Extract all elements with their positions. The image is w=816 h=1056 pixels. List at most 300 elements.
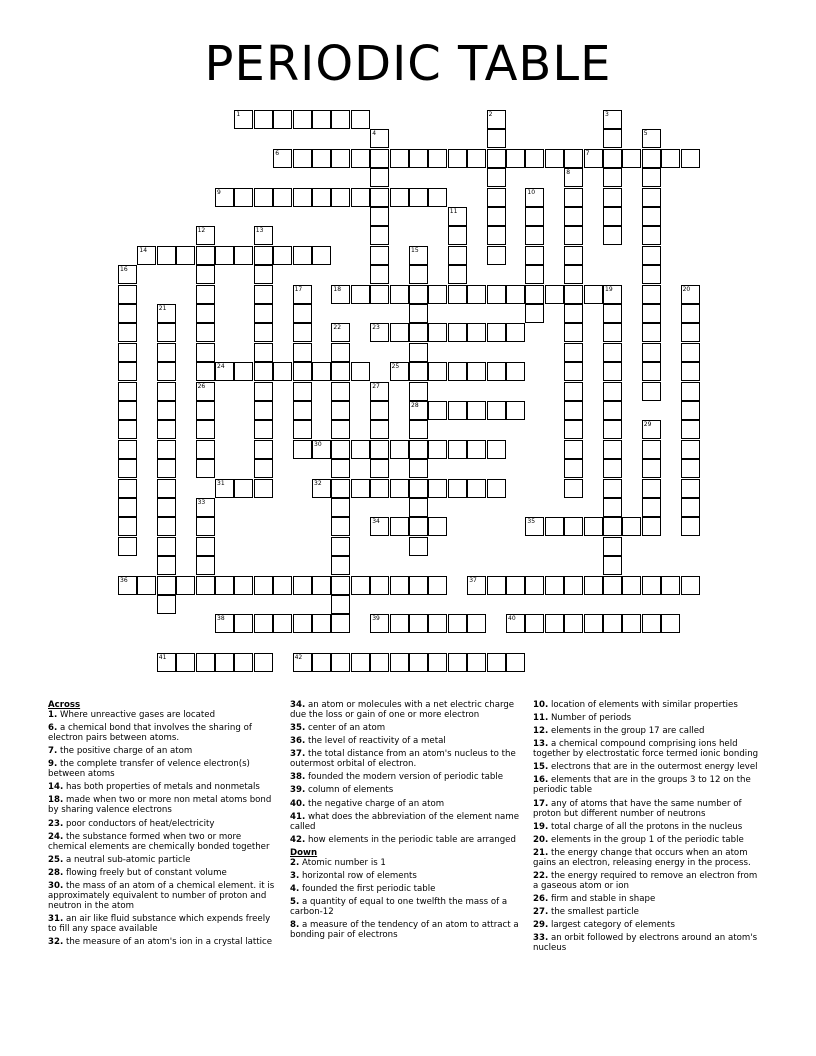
grid-cell[interactable]: [157, 304, 176, 323]
grid-cell[interactable]: [467, 653, 486, 672]
grid-cell[interactable]: [409, 149, 428, 168]
grid-cell[interactable]: [331, 420, 350, 439]
grid-cell[interactable]: [603, 537, 622, 556]
grid-cell[interactable]: [273, 149, 292, 168]
grid-cell[interactable]: [448, 401, 467, 420]
grid-cell[interactable]: [603, 343, 622, 362]
grid-cell[interactable]: [293, 420, 312, 439]
grid-cell[interactable]: [137, 576, 156, 595]
grid-cell[interactable]: [293, 382, 312, 401]
grid-cell[interactable]: [234, 110, 253, 129]
grid-cell[interactable]: [351, 285, 370, 304]
grid-cell[interactable]: [370, 479, 389, 498]
grid-cell[interactable]: [176, 653, 195, 672]
grid-cell[interactable]: [525, 614, 544, 633]
grid-cell[interactable]: [545, 517, 564, 536]
grid-cell[interactable]: [370, 246, 389, 265]
grid-cell[interactable]: [564, 362, 583, 381]
grid-cell[interactable]: [370, 265, 389, 284]
grid-cell[interactable]: [506, 653, 525, 672]
grid-cell[interactable]: [254, 653, 273, 672]
grid-cell[interactable]: [661, 149, 680, 168]
grid-cell[interactable]: [196, 343, 215, 362]
grid-cell[interactable]: [157, 479, 176, 498]
grid-cell[interactable]: [157, 343, 176, 362]
grid-cell[interactable]: [487, 226, 506, 245]
grid-cell[interactable]: [487, 129, 506, 148]
grid-cell[interactable]: [642, 459, 661, 478]
grid-cell[interactable]: [428, 479, 447, 498]
grid-cell[interactable]: [506, 614, 525, 633]
grid-cell[interactable]: [215, 576, 234, 595]
grid-cell[interactable]: [390, 440, 409, 459]
grid-cell[interactable]: [642, 479, 661, 498]
grid-cell[interactable]: [331, 188, 350, 207]
grid-cell[interactable]: [331, 459, 350, 478]
grid-cell[interactable]: [409, 343, 428, 362]
grid-cell[interactable]: [157, 420, 176, 439]
grid-cell[interactable]: [428, 323, 447, 342]
grid-cell[interactable]: [681, 149, 700, 168]
grid-cell[interactable]: [118, 401, 137, 420]
grid-cell[interactable]: [273, 188, 292, 207]
grid-cell[interactable]: [564, 149, 583, 168]
grid-cell[interactable]: [331, 110, 350, 129]
grid-cell[interactable]: [681, 498, 700, 517]
grid-cell[interactable]: [506, 149, 525, 168]
grid-cell[interactable]: [157, 653, 176, 672]
grid-cell[interactable]: [215, 653, 234, 672]
grid-cell[interactable]: [196, 362, 215, 381]
grid-cell[interactable]: [603, 498, 622, 517]
grid-cell[interactable]: [293, 653, 312, 672]
grid-cell[interactable]: [681, 382, 700, 401]
grid-cell[interactable]: [428, 285, 447, 304]
grid-cell[interactable]: [118, 304, 137, 323]
grid-cell[interactable]: [525, 285, 544, 304]
grid-cell[interactable]: [312, 149, 331, 168]
grid-cell[interactable]: [564, 168, 583, 187]
grid-cell[interactable]: [293, 246, 312, 265]
grid-cell[interactable]: [390, 149, 409, 168]
grid-cell[interactable]: [254, 110, 273, 129]
grid-cell[interactable]: [428, 614, 447, 633]
grid-cell[interactable]: [196, 420, 215, 439]
grid-cell[interactable]: [681, 576, 700, 595]
grid-cell[interactable]: [564, 226, 583, 245]
grid-cell[interactable]: [525, 246, 544, 265]
grid-cell[interactable]: [525, 207, 544, 226]
grid-cell[interactable]: [118, 420, 137, 439]
grid-cell[interactable]: [409, 614, 428, 633]
grid-cell[interactable]: [215, 362, 234, 381]
grid-cell[interactable]: [370, 207, 389, 226]
grid-cell[interactable]: [681, 343, 700, 362]
grid-cell[interactable]: [118, 459, 137, 478]
grid-cell[interactable]: [506, 401, 525, 420]
grid-cell[interactable]: [312, 614, 331, 633]
grid-cell[interactable]: [681, 420, 700, 439]
grid-cell[interactable]: [331, 595, 350, 614]
grid-cell[interactable]: [525, 576, 544, 595]
grid-cell[interactable]: [409, 498, 428, 517]
grid-cell[interactable]: [293, 323, 312, 342]
grid-cell[interactable]: [351, 479, 370, 498]
grid-cell[interactable]: [312, 188, 331, 207]
grid-cell[interactable]: [254, 304, 273, 323]
grid-cell[interactable]: [409, 265, 428, 284]
grid-cell[interactable]: [157, 246, 176, 265]
grid-cell[interactable]: [428, 517, 447, 536]
grid-cell[interactable]: [564, 440, 583, 459]
grid-cell[interactable]: [254, 459, 273, 478]
grid-cell[interactable]: [196, 304, 215, 323]
grid-cell[interactable]: [603, 382, 622, 401]
grid-cell[interactable]: [157, 556, 176, 575]
grid-cell[interactable]: [390, 323, 409, 342]
grid-cell[interactable]: [370, 459, 389, 478]
grid-cell[interactable]: [642, 362, 661, 381]
grid-cell[interactable]: [584, 285, 603, 304]
grid-cell[interactable]: [642, 129, 661, 148]
grid-cell[interactable]: [506, 362, 525, 381]
grid-cell[interactable]: [390, 653, 409, 672]
grid-cell[interactable]: [312, 110, 331, 129]
grid-cell[interactable]: [681, 440, 700, 459]
grid-cell[interactable]: [293, 343, 312, 362]
grid-cell[interactable]: [312, 440, 331, 459]
grid-cell[interactable]: [525, 304, 544, 323]
grid-cell[interactable]: [409, 517, 428, 536]
grid-cell[interactable]: [564, 576, 583, 595]
grid-cell[interactable]: [467, 149, 486, 168]
grid-cell[interactable]: [564, 265, 583, 284]
grid-cell[interactable]: [118, 285, 137, 304]
grid-cell[interactable]: [312, 576, 331, 595]
grid-cell[interactable]: [603, 207, 622, 226]
grid-cell[interactable]: [370, 285, 389, 304]
grid-cell[interactable]: [351, 576, 370, 595]
grid-cell[interactable]: [603, 459, 622, 478]
grid-cell[interactable]: [506, 285, 525, 304]
grid-cell[interactable]: [467, 285, 486, 304]
grid-cell[interactable]: [545, 614, 564, 633]
grid-cell[interactable]: [254, 323, 273, 342]
grid-cell[interactable]: [157, 517, 176, 536]
grid-cell[interactable]: [467, 479, 486, 498]
grid-cell[interactable]: [254, 420, 273, 439]
grid-cell[interactable]: [681, 459, 700, 478]
grid-cell[interactable]: [642, 285, 661, 304]
grid-cell[interactable]: [681, 517, 700, 536]
grid-cell[interactable]: [370, 576, 389, 595]
grid-cell[interactable]: [448, 323, 467, 342]
grid-cell[interactable]: [525, 226, 544, 245]
grid-cell[interactable]: [118, 362, 137, 381]
grid-cell[interactable]: [564, 517, 583, 536]
grid-cell[interactable]: [196, 556, 215, 575]
grid-cell[interactable]: [118, 382, 137, 401]
grid-cell[interactable]: [525, 188, 544, 207]
grid-cell[interactable]: [428, 188, 447, 207]
grid-cell[interactable]: [215, 188, 234, 207]
grid-cell[interactable]: [293, 576, 312, 595]
grid-cell[interactable]: [409, 653, 428, 672]
grid-cell[interactable]: [273, 110, 292, 129]
grid-cell[interactable]: [564, 420, 583, 439]
grid-cell[interactable]: [254, 576, 273, 595]
grid-cell[interactable]: [545, 149, 564, 168]
grid-cell[interactable]: [254, 188, 273, 207]
grid-cell[interactable]: [603, 304, 622, 323]
grid-cell[interactable]: [409, 304, 428, 323]
grid-cell[interactable]: [331, 362, 350, 381]
grid-cell[interactable]: [642, 226, 661, 245]
grid-cell[interactable]: [312, 246, 331, 265]
grid-cell[interactable]: [448, 246, 467, 265]
grid-cell[interactable]: [545, 576, 564, 595]
grid-cell[interactable]: [331, 556, 350, 575]
grid-cell[interactable]: [331, 537, 350, 556]
grid-cell[interactable]: [409, 246, 428, 265]
grid-cell[interactable]: [642, 382, 661, 401]
grid-cell[interactable]: [293, 401, 312, 420]
grid-cell[interactable]: [467, 362, 486, 381]
grid-cell[interactable]: [564, 304, 583, 323]
grid-cell[interactable]: [157, 459, 176, 478]
grid-cell[interactable]: [273, 576, 292, 595]
grid-cell[interactable]: [545, 285, 564, 304]
grid-cell[interactable]: [642, 304, 661, 323]
grid-cell[interactable]: [603, 129, 622, 148]
grid-cell[interactable]: [409, 420, 428, 439]
grid-cell[interactable]: [196, 382, 215, 401]
grid-cell[interactable]: [234, 479, 253, 498]
grid-cell[interactable]: [370, 420, 389, 439]
grid-cell[interactable]: [642, 517, 661, 536]
grid-cell[interactable]: [642, 323, 661, 342]
grid-cell[interactable]: [428, 576, 447, 595]
grid-cell[interactable]: [331, 440, 350, 459]
grid-cell[interactable]: [603, 285, 622, 304]
grid-cell[interactable]: [564, 459, 583, 478]
grid-cell[interactable]: [622, 149, 641, 168]
grid-cell[interactable]: [681, 362, 700, 381]
grid-cell[interactable]: [448, 285, 467, 304]
grid-cell[interactable]: [448, 207, 467, 226]
grid-cell[interactable]: [448, 149, 467, 168]
grid-cell[interactable]: [370, 226, 389, 245]
grid-cell[interactable]: [428, 653, 447, 672]
grid-cell[interactable]: [564, 246, 583, 265]
grid-cell[interactable]: [448, 226, 467, 245]
grid-cell[interactable]: [428, 440, 447, 459]
grid-cell[interactable]: [293, 304, 312, 323]
grid-cell[interactable]: [642, 149, 661, 168]
grid-cell[interactable]: [642, 614, 661, 633]
grid-cell[interactable]: [622, 576, 641, 595]
grid-cell[interactable]: [390, 362, 409, 381]
grid-cell[interactable]: [370, 517, 389, 536]
grid-cell[interactable]: [118, 479, 137, 498]
grid-cell[interactable]: [157, 440, 176, 459]
grid-cell[interactable]: [370, 382, 389, 401]
grid-cell[interactable]: [254, 614, 273, 633]
grid-cell[interactable]: [118, 323, 137, 342]
grid-cell[interactable]: [487, 246, 506, 265]
grid-cell[interactable]: [409, 285, 428, 304]
grid-cell[interactable]: [487, 323, 506, 342]
grid-cell[interactable]: [331, 382, 350, 401]
grid-cell[interactable]: [390, 285, 409, 304]
grid-cell[interactable]: [603, 226, 622, 245]
grid-cell[interactable]: [564, 614, 583, 633]
grid-cell[interactable]: [312, 479, 331, 498]
grid-cell[interactable]: [254, 285, 273, 304]
grid-cell[interactable]: [370, 168, 389, 187]
grid-cell[interactable]: [506, 323, 525, 342]
grid-cell[interactable]: [487, 110, 506, 129]
grid-cell[interactable]: [603, 362, 622, 381]
grid-cell[interactable]: [273, 362, 292, 381]
grid-cell[interactable]: [234, 576, 253, 595]
grid-cell[interactable]: [196, 576, 215, 595]
grid-cell[interactable]: [409, 362, 428, 381]
grid-cell[interactable]: [467, 614, 486, 633]
grid-cell[interactable]: [312, 653, 331, 672]
grid-cell[interactable]: [331, 401, 350, 420]
grid-cell[interactable]: [254, 265, 273, 284]
grid-cell[interactable]: [448, 614, 467, 633]
grid-cell[interactable]: [234, 614, 253, 633]
grid-cell[interactable]: [254, 382, 273, 401]
grid-cell[interactable]: [273, 246, 292, 265]
grid-cell[interactable]: [157, 537, 176, 556]
grid-cell[interactable]: [293, 362, 312, 381]
grid-cell[interactable]: [467, 440, 486, 459]
grid-cell[interactable]: [409, 401, 428, 420]
grid-cell[interactable]: [409, 440, 428, 459]
grid-cell[interactable]: [487, 149, 506, 168]
grid-cell[interactable]: [487, 168, 506, 187]
grid-cell[interactable]: [603, 576, 622, 595]
grid-cell[interactable]: [196, 537, 215, 556]
grid-cell[interactable]: [157, 576, 176, 595]
grid-cell[interactable]: [603, 420, 622, 439]
grid-cell[interactable]: [196, 459, 215, 478]
grid-cell[interactable]: [487, 653, 506, 672]
grid-cell[interactable]: [390, 479, 409, 498]
grid-cell[interactable]: [642, 498, 661, 517]
grid-cell[interactable]: [428, 401, 447, 420]
grid-cell[interactable]: [681, 479, 700, 498]
grid-cell[interactable]: [351, 149, 370, 168]
grid-cell[interactable]: [448, 440, 467, 459]
grid-cell[interactable]: [642, 440, 661, 459]
grid-cell[interactable]: [157, 401, 176, 420]
grid-cell[interactable]: [622, 614, 641, 633]
grid-cell[interactable]: [254, 479, 273, 498]
grid-cell[interactable]: [467, 323, 486, 342]
grid-cell[interactable]: [351, 653, 370, 672]
grid-cell[interactable]: [564, 207, 583, 226]
grid-cell[interactable]: [351, 188, 370, 207]
grid-cell[interactable]: [351, 362, 370, 381]
grid-cell[interactable]: [293, 614, 312, 633]
grid-cell[interactable]: [196, 498, 215, 517]
grid-cell[interactable]: [196, 265, 215, 284]
grid-cell[interactable]: [487, 188, 506, 207]
grid-cell[interactable]: [448, 265, 467, 284]
grid-cell[interactable]: [603, 149, 622, 168]
grid-cell[interactable]: [642, 168, 661, 187]
grid-cell[interactable]: [603, 188, 622, 207]
grid-cell[interactable]: [584, 576, 603, 595]
grid-cell[interactable]: [370, 149, 389, 168]
grid-cell[interactable]: [137, 246, 156, 265]
grid-cell[interactable]: [487, 362, 506, 381]
grid-cell[interactable]: [584, 149, 603, 168]
grid-cell[interactable]: [196, 517, 215, 536]
grid-cell[interactable]: [409, 479, 428, 498]
grid-cell[interactable]: [487, 479, 506, 498]
grid-cell[interactable]: [584, 517, 603, 536]
grid-cell[interactable]: [642, 246, 661, 265]
grid-cell[interactable]: [467, 576, 486, 595]
grid-cell[interactable]: [370, 401, 389, 420]
grid-cell[interactable]: [176, 576, 195, 595]
grid-cell[interactable]: [448, 653, 467, 672]
grid-cell[interactable]: [525, 265, 544, 284]
grid-cell[interactable]: [118, 343, 137, 362]
grid-cell[interactable]: [506, 576, 525, 595]
grid-cell[interactable]: [603, 440, 622, 459]
grid-cell[interactable]: [487, 440, 506, 459]
grid-cell[interactable]: [603, 110, 622, 129]
grid-cell[interactable]: [390, 614, 409, 633]
grid-cell[interactable]: [448, 479, 467, 498]
grid-cell[interactable]: [312, 362, 331, 381]
grid-cell[interactable]: [293, 188, 312, 207]
grid-cell[interactable]: [118, 537, 137, 556]
grid-cell[interactable]: [351, 440, 370, 459]
grid-cell[interactable]: [254, 246, 273, 265]
grid-cell[interactable]: [390, 576, 409, 595]
grid-cell[interactable]: [428, 362, 447, 381]
grid-cell[interactable]: [254, 362, 273, 381]
grid-cell[interactable]: [467, 401, 486, 420]
grid-cell[interactable]: [409, 576, 428, 595]
grid-cell[interactable]: [390, 188, 409, 207]
grid-cell[interactable]: [390, 517, 409, 536]
grid-cell[interactable]: [157, 382, 176, 401]
grid-cell[interactable]: [409, 459, 428, 478]
grid-cell[interactable]: [603, 168, 622, 187]
grid-cell[interactable]: [487, 576, 506, 595]
grid-cell[interactable]: [118, 265, 137, 284]
grid-cell[interactable]: [564, 323, 583, 342]
grid-cell[interactable]: [603, 479, 622, 498]
grid-cell[interactable]: [564, 382, 583, 401]
grid-cell[interactable]: [234, 188, 253, 207]
grid-cell[interactable]: [176, 246, 195, 265]
grid-cell[interactable]: [525, 517, 544, 536]
grid-cell[interactable]: [584, 614, 603, 633]
grid-cell[interactable]: [254, 343, 273, 362]
grid-cell[interactable]: [254, 440, 273, 459]
grid-cell[interactable]: [331, 343, 350, 362]
grid-cell[interactable]: [487, 285, 506, 304]
